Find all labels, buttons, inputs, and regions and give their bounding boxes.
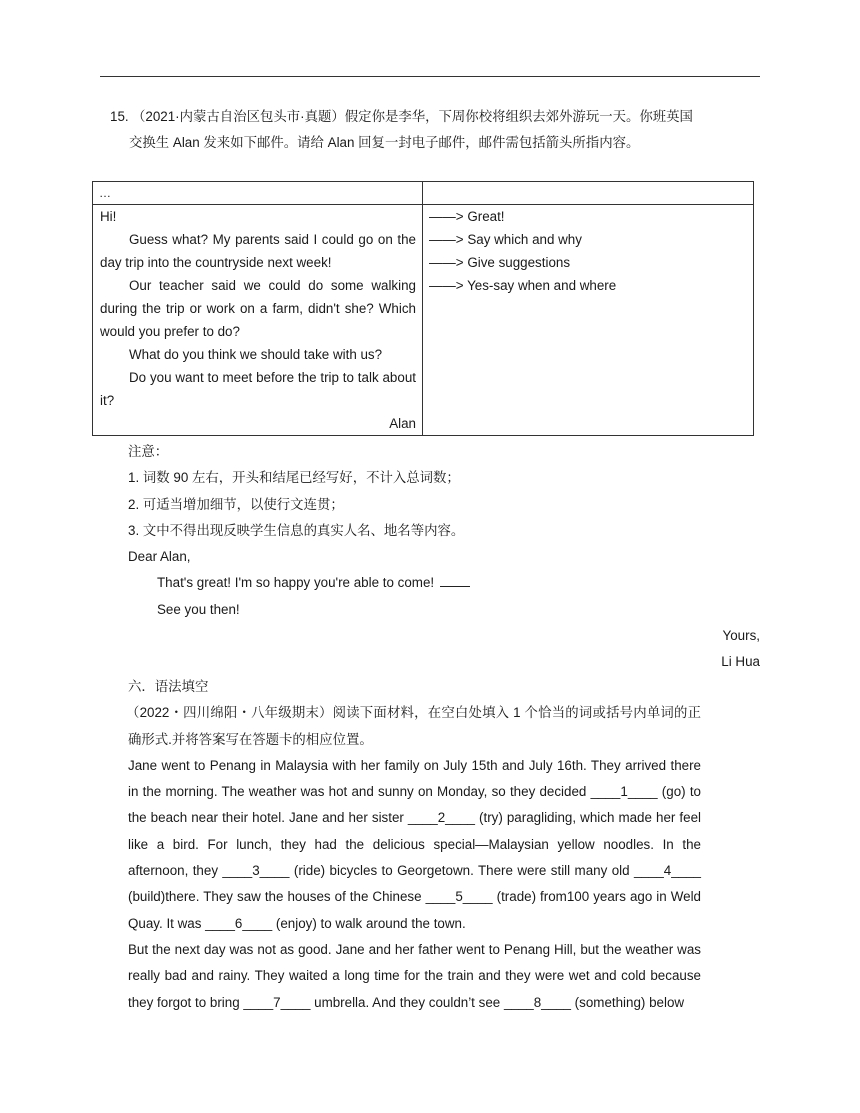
email-points: [429, 205, 747, 297]
writing-instructions: [128, 439, 760, 676]
reply-line-1: [128, 570, 760, 596]
question-line-2: 交换生 Alan 发来如下邮件。请给 Alan 回复一封电子邮件，邮件需包括箭头所指内容。: [129, 135, 640, 150]
email-points-cell: [423, 205, 754, 436]
question-number: 15.: [110, 109, 129, 124]
email-header-right: [423, 182, 754, 205]
email-header-left: …: [93, 182, 423, 205]
point-item: ——> Say which and why: [429, 232, 582, 247]
answer-blank[interactable]: [440, 573, 470, 587]
letter-paragraph: What do you think we should take with us?: [129, 347, 383, 362]
point-item: ——> Great!: [429, 209, 505, 224]
letter-paragraph: Guess what? My parents said I could go on the day trip into the countryside next week!: [100, 232, 416, 270]
reply-line-2: See you then!: [157, 601, 240, 617]
grammar-paragraph-2: But the next day was not as good. Jane and her father went to Penang Hill, but the weather was really bad and rainy. They waited a long time for the train and they were wet and cold because they forgot to bring ____7____ umbrella. And they couldn’t see ____8____ (something) below: [128, 941, 701, 1010]
grammar-paragraph-1: Jane went to Penang in Malaysia with her family on July 15th and July 16th. They arrived there in the morning. The weather was hot and sunny on Monday, so they decided ____1____ (go) to the beach near their hotel. Jane and her sister ____2____ (try) paragliding, which made her feel like a bird. For lunch, they had the delicious special—Malaysian yellow noodles. In the afternoon, they ____3____ (ride) bicycles to Georgetown. There were still many old ____4____ (build)there. They saw the houses of the Chinese ____5____ (trade) from100 years ago in Weld Quay. It was ____6____ (enjoy) to walk around the town.: [128, 757, 701, 931]
notes-item: 1. 词数 90 左右，开头和结尾已经写好，不计入总词数；: [128, 470, 460, 486]
email-letter-cell: [93, 205, 423, 436]
grammar-intro: （2022・四川绵阳・八年级期末）阅读下面材料，在空白处填入 1 个恰当的词或括号内单词的正确形式.并将答案写在答题卡的相应位置。: [126, 705, 701, 747]
notes-title: 注意：: [128, 444, 169, 459]
letter-paragraph: Our teacher said we could do some walking during the trip or work on a farm, didn't she? Which would you prefer to do?: [100, 278, 416, 339]
reply-line-1-text: That's great! I'm so happy you're able to come!: [157, 575, 435, 591]
reply-closing: Yours,: [722, 628, 760, 644]
question-line-1: （2021·内蒙古自治区包头市·真题）假定你是李华，下周你校将组织去郊外游玩一天。你班英国: [132, 109, 693, 124]
point-item: ——> Give suggestions: [429, 255, 571, 270]
notes-item: 3. 文中不得出现反映学生信息的真实人名、地名等内容。: [128, 522, 465, 538]
letter-greeting: Hi!: [100, 209, 117, 224]
email-table: [92, 181, 754, 436]
notes-item: 2. 可适当增加细节，以使行文连贯；: [128, 496, 344, 512]
letter-signature: Alan: [389, 416, 416, 431]
reply-name: Li Hua: [721, 654, 760, 670]
top-divider: [100, 76, 760, 77]
email-letter: [99, 205, 416, 435]
question-header: [110, 104, 762, 156]
point-item: ——> Yes-say when and where: [429, 278, 617, 293]
section-title: 六．语法填空: [128, 679, 209, 694]
grammar-section: [128, 674, 701, 1016]
letter-paragraph: Do you want to meet before the trip to talk about it?: [100, 370, 416, 408]
reply-salutation: Dear Alan,: [128, 549, 191, 565]
